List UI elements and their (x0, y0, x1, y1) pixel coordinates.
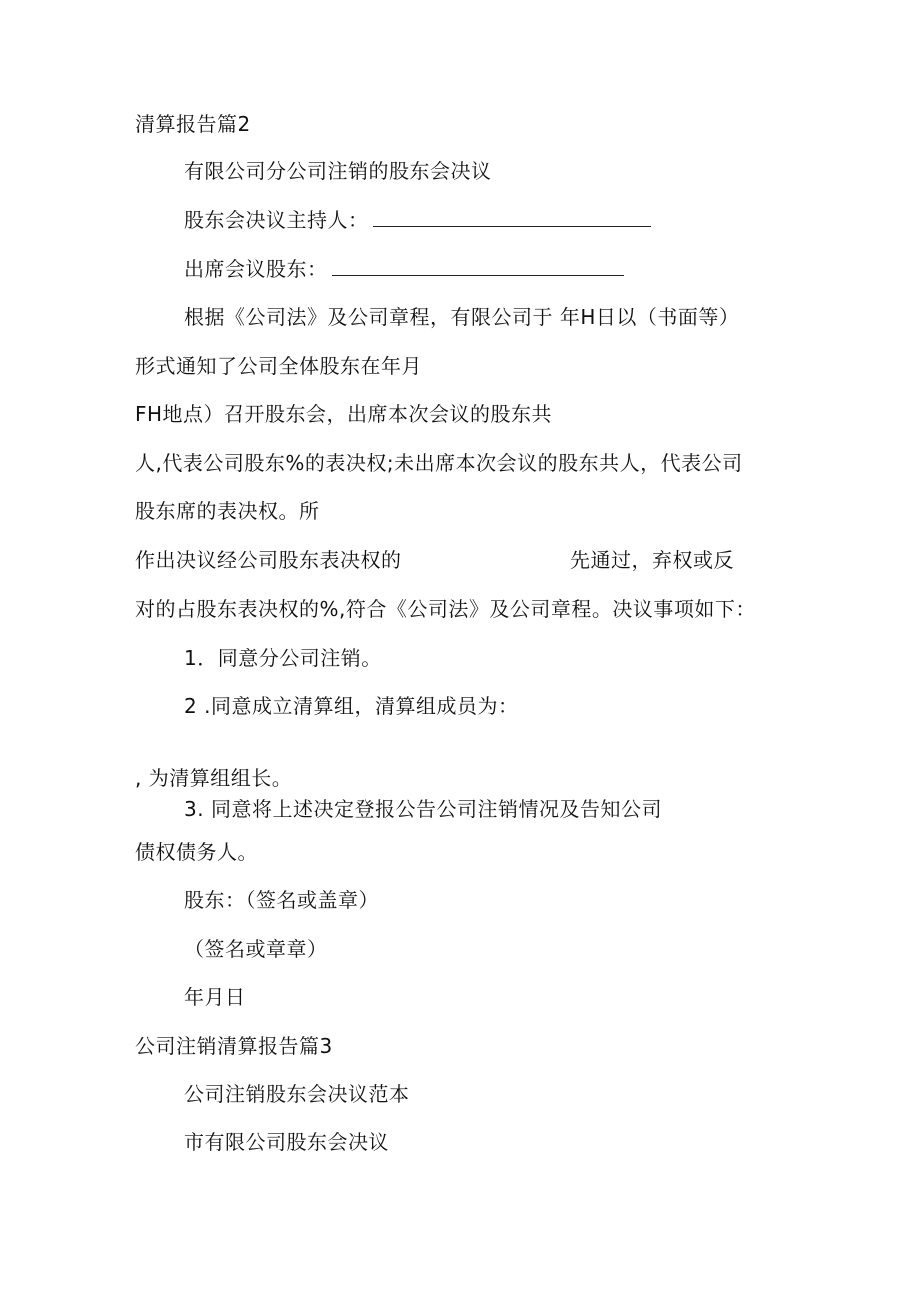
section-heading-2: 清算报告篇2 (135, 112, 251, 136)
host-label: 股东会决议主持人： (184, 208, 369, 232)
resolution-title: 有限公司分公司注销的股东会决议 (184, 159, 492, 183)
paragraph-line-4: 人,代表公司股东%的表决权;未出席本次会议的股东共人，代表公司 (135, 451, 743, 475)
sample-title: 公司注销股东会决议范本 (184, 1082, 410, 1106)
seal-signature: （签名或章章） (184, 937, 328, 961)
paragraph-line-3: FH地点）召开股东会，出席本次会议的股东共 (135, 402, 553, 426)
paragraph-line-6b: 先通过，弃权或反 (570, 548, 734, 572)
paragraph-line-2: 形式通知了公司全体股东在年月 (135, 354, 422, 378)
company-resolution-title: 市有限公司股东会决议 (184, 1130, 389, 1154)
host-line (184, 206, 651, 234)
paragraph-line-5: 股东席的表决权。所 (135, 499, 320, 523)
section-heading-3: 公司注销清算报告篇3 (135, 1034, 333, 1058)
resolution-item-1: 1．同意分公司注销。 (184, 646, 382, 670)
attend-line (184, 255, 624, 283)
paragraph-line-1: 根据《公司法》及公司章程，有限公司于 年H日以（书面等） (184, 305, 740, 329)
attend-label: 出席会议股东： (184, 257, 328, 281)
paragraph-line-7: 对的占股东表决权的%,符合《公司法》及公司章程。决议事项如下： (135, 597, 756, 621)
shareholder-signature: 股东：（签名或盖章） (184, 888, 379, 912)
resolution-item-3-continued: 债权债务人。 (135, 840, 258, 864)
resolution-item-2-continued: , 为清算组组长。 (135, 766, 293, 790)
host-blank (373, 208, 651, 227)
resolution-item-3: 3. 同意将上述决定登报公告公司注销情况及告知公司 (184, 797, 662, 821)
paragraph-line-6a: 作出决议经公司股东表决权的 (135, 548, 402, 572)
attend-blank (332, 257, 624, 276)
signature-date: 年月日 (184, 985, 246, 1009)
resolution-item-2: 2 .同意成立清算组，清算组成员为： (184, 694, 519, 718)
